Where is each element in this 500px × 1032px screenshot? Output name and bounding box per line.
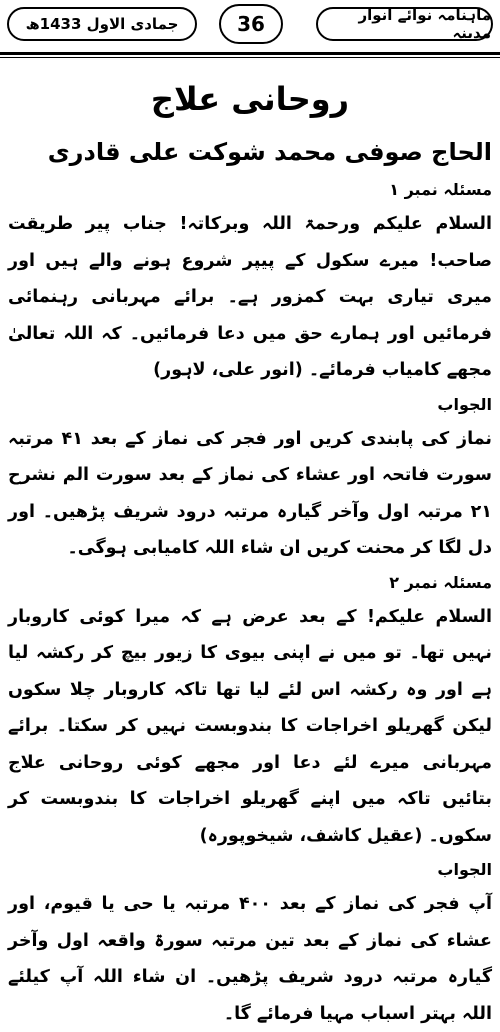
question-1-signature: (انور علی، لاہور) — [153, 360, 303, 380]
question-2-signature: (عقیل کاشف، شیخوپورہ) — [199, 825, 423, 846]
article-author: الحاج صوفی محمد شوکت علی قادری — [47, 138, 492, 166]
question-1-heading: مسئلہ نمبر ۱ — [389, 180, 492, 199]
question-2-heading: مسئلہ نمبر ۲ — [389, 572, 492, 592]
answer-2-text: آپ فجر کی نماز کے بعد ۴۰۰ مرتبہ یا حی یا قیوم، اور عشاء کی نماز کے بعد تین مرتبہ سورۃ واقعہ اول وآخر گیارہ مرتبہ درود شریف پڑھیں۔ ان شاء اللہ آپ کیلئے اللہ بہتر اسباب مہیا فرمائے گا۔ — [8, 894, 492, 1024]
header-rule — [0, 52, 500, 55]
question-2-text — [8, 599, 492, 855]
question-1-body: السلام علیکم ورحمۃ اللہ وبرکاتہ! جناب پیر طریقت صاحب! میرے سکول کے پیپر شروع ہونے والے ہیں اور میری تیاری بہت کمزور ہے۔ برائے مہربانی رہنمائی فرمائیں اور ہمارے حق میں دعا فرمائیں۔ کہ اللہ تعالیٰ مجھے کامیاب فرمائے۔ — [8, 214, 492, 380]
header-rule-thin — [0, 57, 500, 58]
issue-date: جمادی الاول 1433ھ — [7, 7, 197, 41]
answer-1-text: نماز کی پابندی کریں اور فجر کی نماز کے بعد ۴۱ مرتبہ سورت فاتحہ اور عشاء کی نماز کے بعد سورت الم نشرح ۲۱ مرتبہ اول وآخر گیارہ مرتبہ درود شریف پڑھیں۔ اور دل لگا کر محنت کریں ان شاء اللہ کامیابی ہوگی۔ — [8, 428, 492, 558]
page-number: 36 — [219, 4, 283, 44]
question-1-text — [8, 206, 492, 389]
article-body — [8, 62, 492, 1032]
question-2-body: السلام علیکم! کے بعد عرض ہے کہ میرا کوئی کاروبار نہیں تھا۔ تو میں نے اپنی بیوی کا زیور بیچ کر رکشہ لیا ہے اور وہ رکشہ اس لئے لیا تھا تاکہ کاروبار چلا سکوں لیکن گھریلو اخراجات کا بندوبست نہیں کر سکتا۔ برائے مہربانی میرے لئے دعا اور مجھے کوئی روحانی علاج بتائیں تاکہ میں اپنے گھریلو اخراجات کا بندوبست کر سکوں۔ — [8, 606, 492, 846]
page-header — [0, 0, 500, 48]
answer-1-heading: الجواب — [437, 394, 492, 414]
answer-2-heading: الجواب — [437, 860, 492, 879]
article-title: روحانی علاج — [150, 80, 350, 118]
magazine-name: ماہنامہ نوائے انوار مدینہ — [316, 7, 493, 41]
